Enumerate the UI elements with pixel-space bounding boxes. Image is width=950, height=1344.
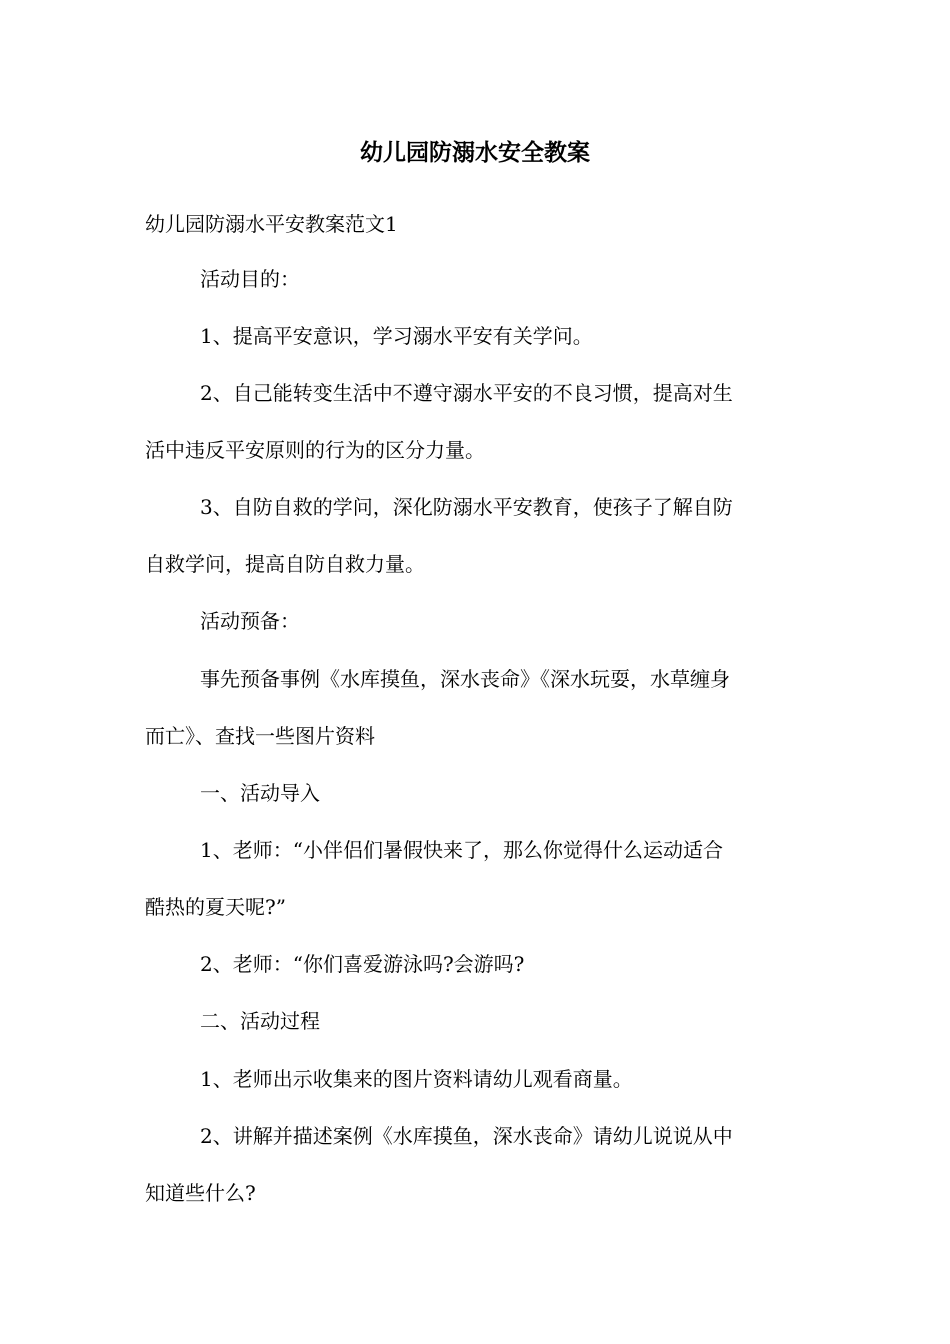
paragraph-line: 事先预备事例《水库摸鱼，深水丧命》《深水玩耍，水草缠身 bbox=[200, 667, 730, 691]
paragraph-line: 活中违反平安原则的行为的区分力量。 bbox=[145, 438, 485, 462]
paragraph-line: 活动目的： bbox=[200, 267, 300, 291]
paragraph-line: 2、讲解并描述案例《水库摸鱼，深水丧命》请幼儿说说从中 bbox=[200, 1124, 733, 1148]
paragraph-line: 3、自防自救的学问，深化防溺水平安教育，使孩子了解自防 bbox=[200, 495, 733, 519]
paragraph-line: 1、提高平安意识，学习溺水平安有关学问。 bbox=[200, 324, 593, 348]
paragraph-line: 2、自己能转变生活中不遵守溺水平安的不良习惯，提高对生 bbox=[200, 381, 733, 405]
paragraph-line: 2、老师：“你们喜爱游泳吗?会游吗? bbox=[200, 952, 525, 976]
document-title: 幼儿园防溺水安全教案 bbox=[360, 139, 590, 166]
paragraph-line: 二、活动过程 bbox=[200, 1009, 320, 1033]
paragraph-line: 活动预备： bbox=[200, 609, 300, 633]
paragraph-line: 知道些什么? bbox=[145, 1181, 256, 1205]
paragraph-line: 而亡》、查找一些图片资料 bbox=[145, 724, 375, 748]
paragraph-line: 1、老师出示收集来的图片资料请幼儿观看商量。 bbox=[200, 1067, 633, 1091]
document-subtitle: 幼儿园防溺水平安教案范文1 bbox=[145, 212, 398, 236]
paragraph-line: 一、活动导入 bbox=[200, 781, 320, 805]
paragraph-line: 酷热的夏天呢?” bbox=[145, 895, 286, 919]
paragraph-line: 1、老师：“小伴侣们暑假快来了，那么你觉得什么运动适合 bbox=[200, 838, 723, 862]
paragraph-line: 自救学问，提高自防自救力量。 bbox=[145, 552, 425, 576]
